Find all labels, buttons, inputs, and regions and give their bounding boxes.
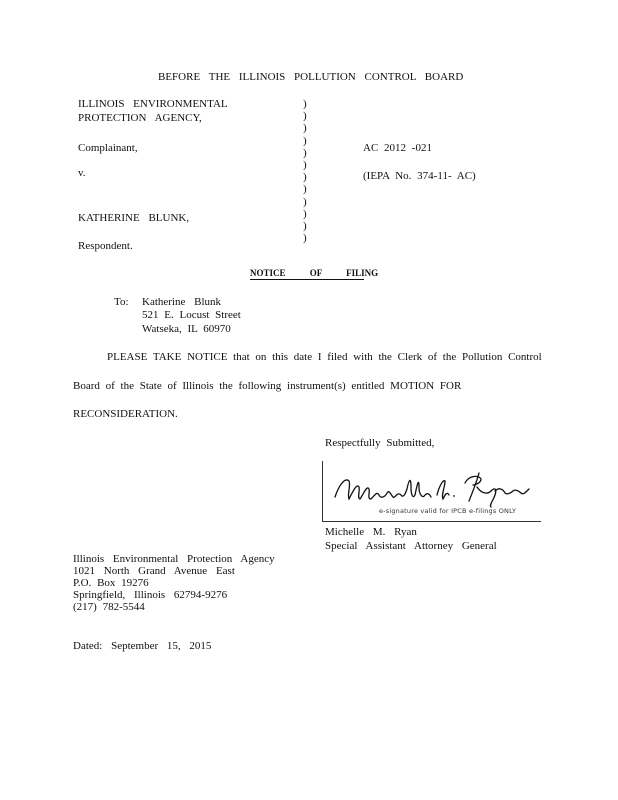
respondent-label: Respondent. bbox=[78, 240, 133, 252]
caption-paren: ) bbox=[303, 220, 307, 233]
caption-paren: ) bbox=[303, 134, 307, 147]
complainant-name-line1: ILLINOIS ENVIRONMENTAL bbox=[78, 98, 228, 110]
caption-paren: ) bbox=[303, 207, 307, 220]
to-label: To: bbox=[114, 296, 129, 308]
caption-paren: ) bbox=[303, 183, 307, 196]
document-heading: BEFORE THE ILLINOIS POLLUTION CONTROL BOARD bbox=[158, 71, 464, 83]
caption-paren: ) bbox=[303, 171, 307, 184]
body-line-3: RECONSIDERATION. bbox=[73, 408, 178, 420]
complainant-name-line2: PROTECTION AGENCY, bbox=[78, 112, 202, 124]
recipient-city: Watseka, IL 60970 bbox=[142, 323, 231, 335]
agency-address-line-2: 1021 North Grand Avenue East bbox=[73, 565, 235, 577]
agency-address-line-4: Springfield, Illinois 62794-9276 bbox=[73, 589, 228, 601]
versus-label: v. bbox=[78, 167, 86, 179]
caption-parentheses bbox=[303, 98, 307, 244]
case-number: AC 2012 -021 bbox=[363, 142, 432, 154]
caption-paren: ) bbox=[303, 146, 307, 159]
agency-address-line-1: Illinois Environmental Protection Agency bbox=[73, 553, 275, 565]
recipient-street: 521 E. Locust Street bbox=[142, 309, 241, 321]
caption-paren: ) bbox=[303, 159, 307, 172]
signer-title: Special Assistant Attorney General bbox=[325, 540, 497, 552]
e-signature-tag: e-signature valid for IPCB e-filings ONLY bbox=[379, 507, 517, 515]
agency-address-line-3: P.O. Box 19276 bbox=[73, 577, 149, 589]
body-line-2: Board of the State of Illinois the following instrument(s) entitled MOTION FOR bbox=[73, 380, 462, 392]
signer-name: Michelle M. Ryan bbox=[325, 526, 417, 538]
closing: Respectfully Submitted, bbox=[325, 437, 435, 449]
caption-paren: ) bbox=[303, 110, 307, 123]
caption-paren: ) bbox=[303, 98, 307, 110]
caption-paren: ) bbox=[303, 122, 307, 135]
notice-title: NOTICE OF FILING bbox=[250, 268, 379, 278]
caption-paren: ) bbox=[303, 232, 307, 245]
respondent-name: KATHERINE BLUNK, bbox=[78, 212, 190, 224]
iepa-number: (IEPA No. 374-11- AC) bbox=[363, 170, 476, 182]
agency-phone: (217) 782-5544 bbox=[73, 601, 145, 613]
complainant-label: Complainant, bbox=[78, 142, 138, 154]
body-line-1: PLEASE TAKE NOTICE that on this date I filed with the Clerk of the Pollution Control bbox=[107, 351, 542, 363]
caption-paren: ) bbox=[303, 195, 307, 208]
recipient-name: Katherine Blunk bbox=[142, 296, 222, 308]
handwritten-signature bbox=[329, 465, 539, 509]
signature-box bbox=[322, 461, 541, 522]
dated-line: Dated: September 15, 2015 bbox=[73, 640, 212, 652]
